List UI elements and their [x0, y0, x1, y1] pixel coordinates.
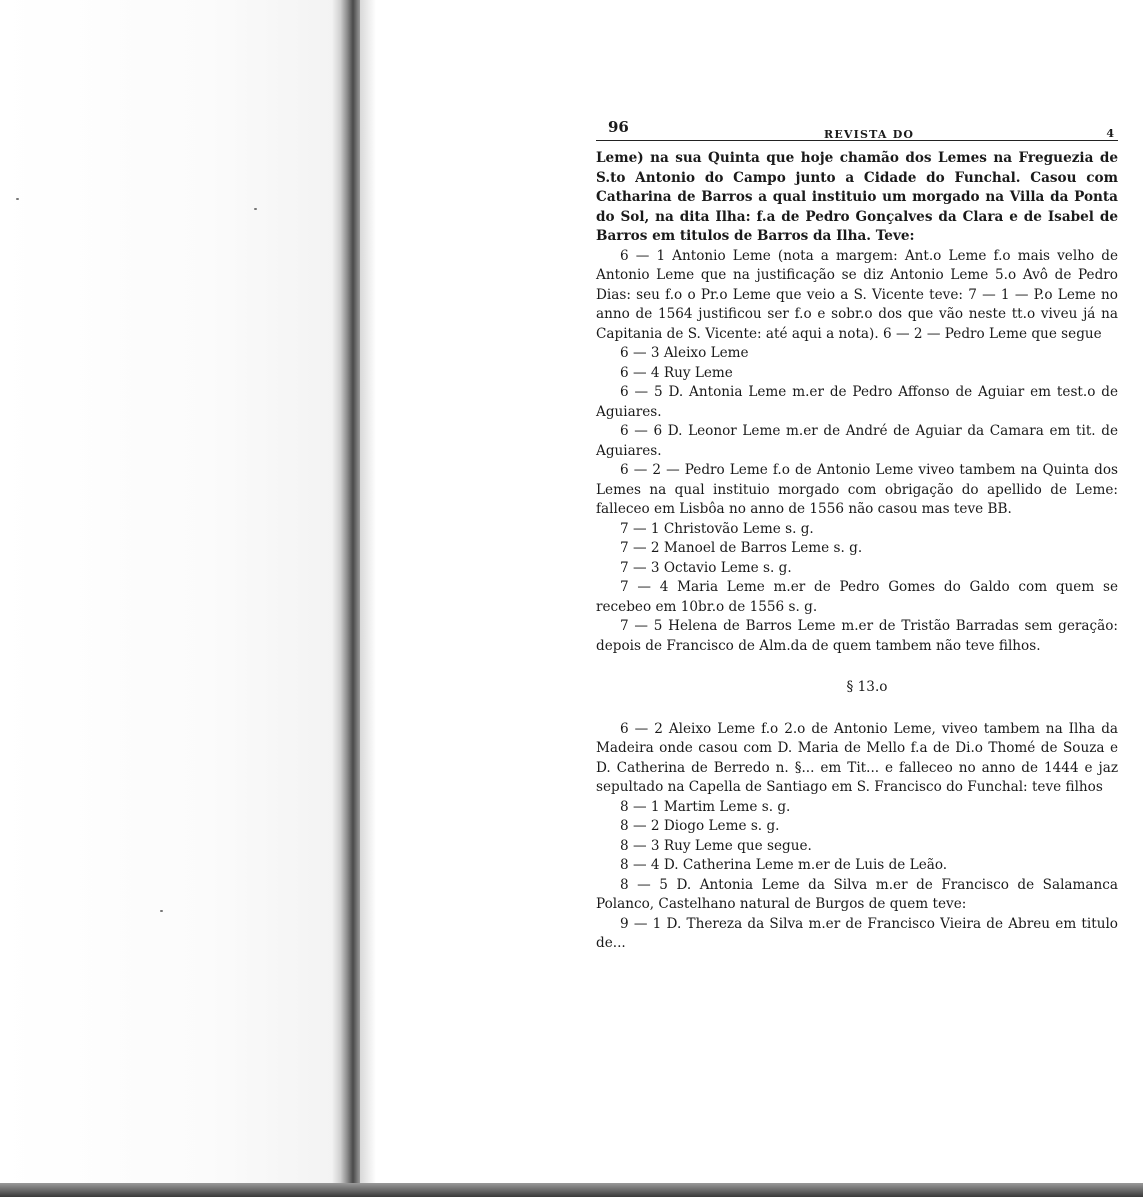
page-number: 96: [608, 118, 629, 136]
paragraph: 7 — 5 Helena de Barros Leme m.er de Tristão Barradas sem geração: depois de Francisco de Alm.da de quem tambem não teve filhos.: [596, 618, 1118, 654]
paper-speck: [16, 198, 19, 200]
list-item: 8 — 2 Diogo Leme s. g.: [620, 818, 780, 834]
list-item: 7 — 1 Christovão Leme s. g.: [620, 520, 814, 537]
paragraph: 6 — 2 — Pedro Leme f.o de Antonio Leme viveo tambem na Quinta dos Lemes na qual instituio morgado com obrigação do apellido de Leme: falleceo em Lisbôa no anno de 1556 não casou mas teve BB.: [596, 462, 1118, 517]
paper-speck: [254, 208, 257, 210]
list-item: 7 — 2 Manoel de Barros Leme s. g.: [620, 540, 863, 556]
header-mark: 4: [1106, 127, 1114, 140]
section-heading: § 13.o: [846, 679, 888, 695]
paragraph: 6 — 2 Aleixo Leme f.o 2.o de Antonio Leme, viveo tambem na Ilha da Madeira onde casou com D. Maria de Mello f.a de Di.o Thomé de Souza e D. Catherina de Berredo n. §... em Tit... e falleceo no anno de 1444 e jaz sepultado na Capella de Santiago em S. Francisco do Funchal: teve filhos: [596, 720, 1118, 795]
book-gutter: [332, 0, 360, 1197]
running-title: REVISTA DO: [824, 128, 915, 141]
list-item: 6 — 4 Ruy Leme: [620, 364, 733, 381]
paper-speck: [160, 910, 163, 912]
list-item: 8 — 1 Martim Leme s. g.: [620, 798, 791, 815]
gutter-shadow: [360, 0, 376, 1197]
list-item: 7 — 3 Octavio Leme s. g.: [620, 559, 792, 576]
paragraph: 6 — 1 Antonio Leme (nota a margem: Ant.o Leme f.o mais velho de Antonio Leme que na justificação se diz Antonio Leme 5.o Avô de Pedro Dias: seu f.o o Pr.o Leme que veio a S. Vicente teve: 7 — 1 — P.o Leme no anno de 1564 justificou ser f.o e sobr.o dos que vão neste tt.o viveu já na Capitania de S. Vicente: até aqui a nota). 6 — 2 — Pedro Leme que segue: [596, 247, 1118, 342]
list-item: 6 — 3 Aleixo Leme: [620, 345, 749, 361]
list-item: 8 — 4 D. Catherina Leme m.er de Luis de Leão.: [620, 857, 948, 873]
left-blank-page: [0, 0, 350, 1197]
paragraph: 7 — 4 Maria Leme m.er de Pedro Gomes do Galdo com quem se recebeo em 10br.o de 1556 s. g.: [596, 579, 1118, 615]
page-header: [596, 116, 1118, 141]
document-page: [596, 116, 1118, 954]
paragraph: 9 — 1 D. Thereza da Silva m.er de Francisco Vieira de Abreu em titulo de...: [596, 915, 1118, 951]
paragraph: 6 — 5 D. Antonia Leme m.er de Pedro Affonso de Aguiar em test.o de Aguiares.: [596, 384, 1118, 420]
scan-bottom-edge: [0, 1183, 1143, 1197]
paragraph: Leme) na sua Quinta que hoje chamão dos Lemes na Freguezia de S.to Antonio do Campo junto a Cidade do Funchal. Casou com Catharina de Barros a qual instituio um morgado na Villa da Ponta do Sol, na dita Ilha: f.a de Pedro Gonçalves da Clara e de Isabel de Barros em titulos de Barros da Ilha. Teve:: [596, 150, 1118, 244]
paragraph: 6 — 6 D. Leonor Leme m.er de André de Aguiar da Camara em tit. de Aguiares.: [596, 423, 1118, 459]
list-item: 8 — 3 Ruy Leme que segue.: [620, 837, 812, 854]
paragraph: 8 — 5 D. Antonia Leme da Silva m.er de Francisco de Salamanca Polanco, Castelhano natural de Burgos de quem teve:: [596, 876, 1118, 912]
